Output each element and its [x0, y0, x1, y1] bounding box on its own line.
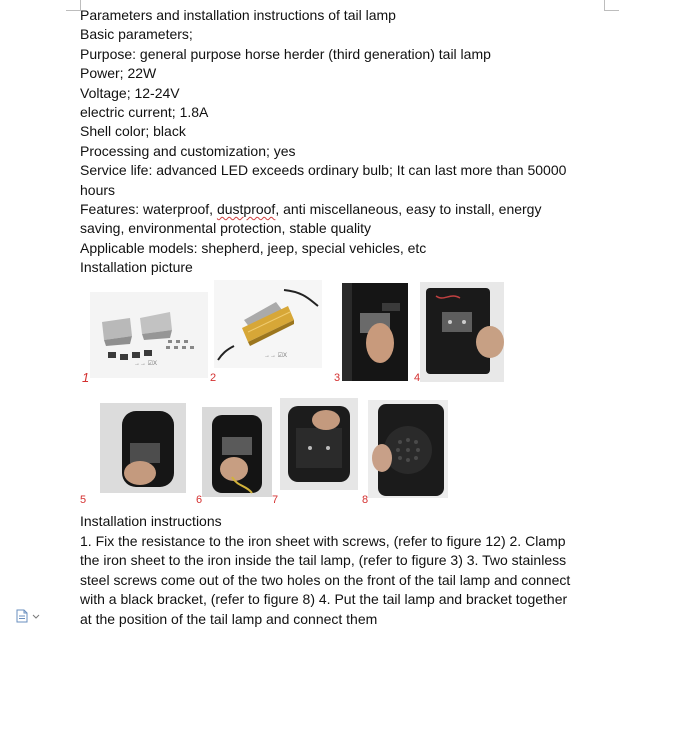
figure-6-lamp-housing-photo — [202, 407, 272, 497]
figure-8-tail-lamp-photo — [368, 400, 448, 498]
figure-label-5: 5 — [80, 494, 87, 506]
voltage-line: Voltage; 12-24V — [80, 84, 180, 101]
figure-5-lamp-housing-photo — [100, 403, 186, 493]
figure-2-caption: →→ ☑X — [264, 353, 288, 359]
figure-label-4: 4 — [414, 372, 421, 384]
figure-2-resistor-photo — [214, 280, 322, 368]
margin-mark-left — [66, 0, 81, 11]
figure-label-8: 8 — [362, 494, 369, 506]
current-line: electric current; 1.8A — [80, 104, 209, 121]
power-line: Power; 22W — [80, 65, 157, 82]
basic-parameters: Basic parameters; — [80, 26, 193, 43]
instructions-line-1: 1. Fix the resistance to the iron sheet with screws, (refer to figure 12) 2. Clamp — [80, 532, 566, 549]
instructions-line-4: with a black bracket, (refer to figure 8) 4. Put the tail lamp and bracket together — [80, 591, 568, 608]
instructions-line-2: the iron sheet to the iron inside the tail lamp, (refer to figure 3) 3. Two stainless — [80, 552, 567, 569]
figure-label-6: 6 — [196, 494, 203, 506]
figure-4-lamp-rear-photo — [420, 282, 504, 382]
figure-7-bracket-mount-photo — [280, 398, 358, 490]
features-line-2: saving, environmental protection, stable quality — [80, 220, 372, 237]
service-life-line-2: hours — [80, 181, 116, 198]
installation-instructions-section — [80, 512, 612, 630]
figure-label-2: 2 — [210, 372, 217, 384]
parameters-section — [80, 6, 620, 278]
install-picture-heading: Installation picture — [80, 259, 193, 276]
shell-color-line: Shell color; black — [80, 123, 186, 140]
instructions-line-3: steel screws come out of the two holes on the front of the tail lamp and connect — [80, 571, 571, 588]
processing-line: Processing and customization; yes — [80, 142, 296, 159]
instructions-line-5: at the position of the tail lamp and connect them — [80, 610, 378, 627]
document-icon — [16, 609, 42, 623]
spellcheck-flagged-word[interactable]: dustproof — [216, 201, 276, 218]
figure-label-7: 7 — [272, 494, 279, 506]
figure-label-1: 1 — [82, 370, 90, 385]
paragraph-options-button[interactable] — [16, 609, 42, 628]
features-text-b: , anti miscellaneous, easy to install, energy — [275, 201, 542, 218]
figure-1-brackets-photo — [90, 292, 208, 378]
features-text-a: Features: waterproof, — [80, 201, 217, 218]
doc-heading: Parameters and installation instructions of tail lamp — [80, 7, 396, 23]
features-line-1 — [80, 200, 620, 219]
models-line: Applicable models: shepherd, jeep, special vehicles, etc — [80, 239, 427, 256]
instructions-title: Installation instructions — [80, 513, 222, 529]
figure-3-lamp-interior-photo — [342, 283, 408, 381]
service-life-line-1: Service life: advanced LED exceeds ordinary bulb; It can last more than 50000 — [80, 162, 567, 179]
figure-label-3: 3 — [334, 372, 341, 384]
figure-1-caption: →→ ☑X — [134, 361, 158, 367]
purpose-line: Purpose: general purpose horse herder (third generation) tail lamp — [80, 45, 491, 62]
